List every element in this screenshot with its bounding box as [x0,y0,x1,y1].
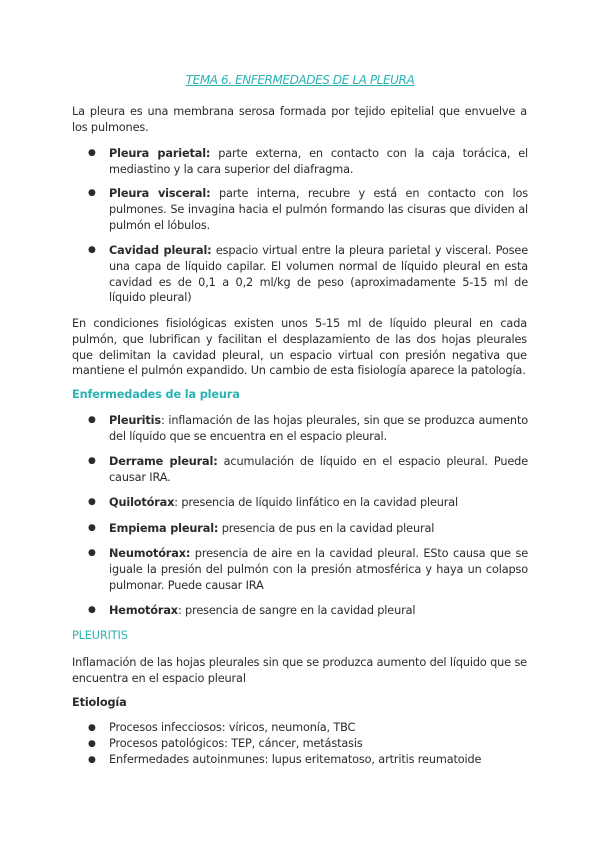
diseases-heading: Enfermedades de la pleura [72,388,240,401]
etiology-heading: Etiología [72,696,127,709]
item-desc: parte externa, en contacto con la caja torácica, el mediastino y la cara superior del diafragma. [109,147,529,176]
item-desc: presencia de aire en la cavidad pleural. ESto causa que se iguale la presión del pulmón con la presión atmosférica y haya un colapso pulmonar. Puede causar IRA [109,547,528,592]
list-item [88,752,528,768]
list-item [88,736,528,752]
item-desc: acumulación de líquido en el espacio pleural. Puede causar IRA. [109,455,528,484]
item-text: Procesos infecciosos: víricos, neumonía, TBC [109,721,356,734]
intro-paragraph: La pleura es una membrana serosa formada por tejido epitelial que envuelve a los pulmones. [72,105,527,134]
page-title [0,73,600,87]
item-desc: espacio virtual entre la pleura parietal y visceral. Posee una capa de líquido capilar. El volumen normal de líquido pleural en esta cavidad es de 0,1 a 0,2 ml/kg de peso (aproximadamente 5-15 ml de líquido pleural) [109,244,528,305]
list-item [88,243,528,306]
item-term: Pleura visceral: [109,187,211,200]
title-number: 6 [221,73,229,87]
item-term: Quilotórax [109,496,175,509]
item-text: Enfermedades autoinmunes: lupus eritematoso, artritis reumatoide [109,753,482,766]
item-desc: : presencia de líquido linfático en la cavidad pleural [174,496,459,509]
bullet-icon: ● [88,497,96,507]
bullet-icon: ● [88,723,96,733]
bullet-icon: ● [88,605,96,615]
pleuritis-heading: PLEURITIS [72,629,128,642]
item-desc: : presencia de sangre en la cavidad pleural [177,604,416,617]
pleuritis-paragraph: Inflamación de las hojas pleurales sin que se produzca aumento del líquido que se encuentra en el espacio pleural [72,656,527,685]
bullet-icon: ● [88,739,96,749]
bullet-icon: ● [88,456,96,466]
list-item [88,521,528,537]
physiology-paragraph: En condiciones fisiológicas existen unos 5-15 ml de líquido pleural en cada pulmón, que lubrifican y facilitan el desplazamiento de las dos hojas pleurales que delimitan la cavidad pleural, un espacio virtual con presión negativa que mantiene el pulmón expandido. Un cambio de esta fisiología aparece la patología. [72,317,527,378]
item-term: Hemotórax [109,604,178,617]
item-desc: presencia de pus en la cavidad pleural [218,522,435,535]
bullet-icon: ● [88,523,96,533]
list-item [88,720,528,736]
item-term: Neumotórax: [109,547,191,560]
list-item [88,546,528,593]
list-item [88,495,528,511]
item-text: Procesos patológicos: TEP, cáncer, metástasis [109,737,363,750]
bullet-icon: ● [88,755,96,765]
list-item [88,186,528,233]
item-term: Pleura parietal: [109,147,211,160]
title-rest: . ENFERMEDADES DE LA PLEURA [228,73,415,87]
bullet-icon: ● [88,245,96,255]
item-term: Empiema pleural: [109,522,219,535]
bullet-icon: ● [88,148,96,158]
item-desc: : inflamación de las hojas pleurales, sin que se produzca aumento del líquido que se encuentra en el espacio pleural. [109,414,528,443]
list-item [88,413,528,445]
list-item [88,454,528,486]
bullet-icon: ● [88,415,96,425]
bullet-icon: ● [88,548,96,558]
list-item [88,603,528,619]
title-prefix: TEMA [185,73,221,87]
bullet-icon: ● [88,188,96,198]
item-term: Derrame pleural: [109,455,218,468]
list-item [88,146,528,178]
item-term: Pleuritis [109,414,161,427]
item-term: Cavidad pleural: [109,244,212,257]
item-desc: parte interna, recubre y está en contacto con los pulmones. Se invagina hacia el pulmón formando las cisuras que dividen al pulmón el lóbulos. [109,187,528,232]
